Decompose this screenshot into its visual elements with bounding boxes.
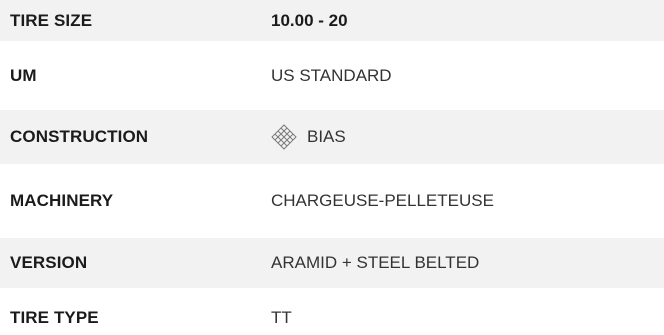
spec-row-version	[0, 238, 664, 288]
spec-value-um: US STANDARD	[271, 65, 392, 85]
spec-row-machinery	[0, 177, 664, 225]
spec-label-tire-size: TIRE SIZE	[10, 10, 93, 30]
spec-row-construction	[0, 110, 664, 164]
spec-label-tire-type: TIRE TYPE	[10, 308, 99, 327]
spec-value-version: ARAMID + STEEL BELTED	[271, 253, 480, 272]
spec-value-tire-size: 10.00 - 20	[271, 10, 348, 30]
spec-label-version: VERSION	[10, 253, 88, 272]
spec-row-tire-size	[0, 0, 664, 41]
spec-value-construction: BIAS	[307, 127, 346, 146]
spec-value-machinery: CHARGEUSE-PELLETEUSE	[271, 191, 494, 210]
bias-construction-icon	[271, 124, 297, 150]
spec-value-tire-type: TT	[271, 308, 292, 327]
spec-label-machinery: MACHINERY	[10, 191, 114, 210]
spec-row-um	[0, 54, 664, 97]
spec-label-construction: CONSTRUCTION	[10, 127, 149, 146]
spec-label-um: UM	[10, 65, 37, 85]
spec-row-tire-type	[0, 301, 664, 335]
spec-value-construction-group	[271, 124, 346, 150]
